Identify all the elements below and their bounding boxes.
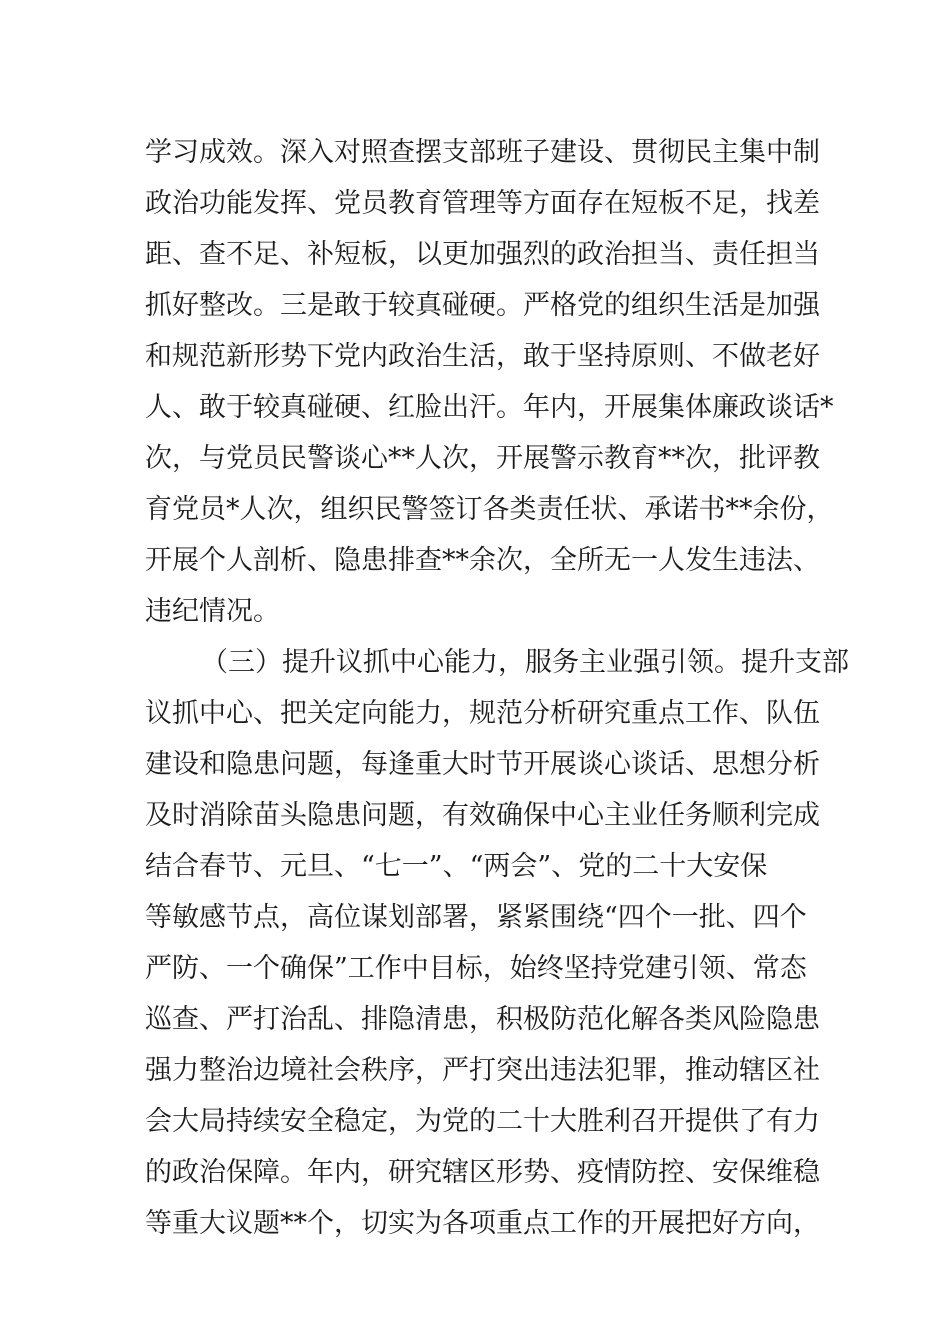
text-line: 学习成效。深入对照查摆支部班子建设、贯彻民主集中制 [145, 137, 820, 168]
text-line: 议抓中心、把关定向能力，规范分析研究重点工作、队伍 [145, 698, 820, 729]
text-line: 结合春节、元旦、“七一”、“两会”、党的二十大安保 [145, 851, 768, 882]
text-line: 违纪情况。 [145, 596, 280, 627]
text-line: 和规范新形势下党内政治生活，敢于坚持原则、不做老好 [145, 341, 820, 372]
text-line: 严防、一个确保”工作中目标，始终坚持党建引领、常态 [145, 953, 807, 984]
text-line: 等重大议题**个，切实为各项重点工作的开展把好方向， [145, 1208, 820, 1239]
text-line: 人、敢于较真碰硬、红脸出汗。年内，开展集体廉政谈话* [145, 392, 834, 423]
text-line: 开展个人剖析、隐患排查**余次，全所无一人发生违法、 [145, 545, 820, 576]
text-line: 政治功能发挥、党员教育管理等方面存在短板不足，找差 [145, 188, 820, 219]
text-line: 建设和隐患问题，每逢重大时节开展谈心谈话、思想分析 [145, 749, 820, 780]
text-line: 抓好整改。三是敢于较真碰硬。严格党的组织生活是加强 [145, 290, 820, 321]
body-text [145, 127, 849, 1249]
text-line: 育党员*人次，组织民警签订各类责任状、承诺书**余份， [145, 494, 834, 525]
section-heading-line: （三）提升议抓中心能力，服务主业强引领。提升支部 [201, 647, 849, 678]
text-line: 会大局持续安全稳定，为党的二十大胜利召开提供了有力 [145, 1106, 820, 1137]
text-line: 距、查不足、补短板，以更加强烈的政治担当、责任担当 [145, 239, 820, 270]
text-line: 次，与党员民警谈心**人次，开展警示教育**次，批评教 [145, 443, 820, 474]
text-line: 及时消除苗头隐患问题，有效确保中心主业任务顺利完成 [145, 800, 820, 831]
text-line: 的政治保障。年内，研究辖区形势、疫情防控、安保维稳 [145, 1157, 820, 1188]
text-line: 强力整治边境社会秩序，严打突出违法犯罪，推动辖区社 [145, 1055, 820, 1086]
text-line: 巡查、严打治乱、排隐清患，积极防范化解各类风险隐患 [145, 1004, 820, 1035]
text-line: 等敏感节点，高位谋划部署，紧紧围绕“四个一批、四个 [145, 902, 807, 933]
